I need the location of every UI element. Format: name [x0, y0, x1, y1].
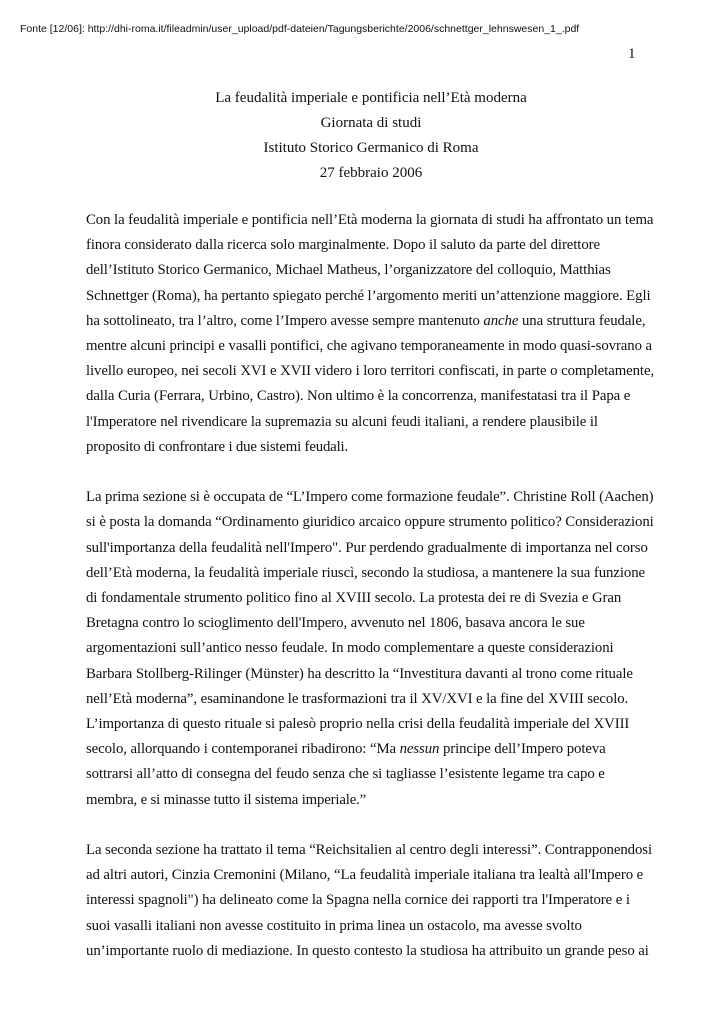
- text-line: dalla Curia (Ferrara, Urbino, Castro). Non ultimo è la concorrenza, manifestatasi tra il Papa e: [86, 388, 631, 405]
- text-run: una struttura feudale,: [518, 312, 646, 329]
- text-line: Con la feudalità imperiale e pontificia nell’Età moderna la giornata di studi ha affrontato un tema: [86, 212, 654, 228]
- paragraph: [86, 838, 666, 964]
- text-line: La prima sezione si è occupata de “L’Impero come formazione feudale”. Christine Roll (Aachen): [86, 489, 654, 506]
- text-line: Bretagna contro lo scioglimento dell'Impero, avvenuto nel 1806, basava ancora le sue: [86, 615, 585, 632]
- text-line: dell’Istituto Storico Germanico, Michael Matheus, l’organizzatore del colloquio, Matthias: [86, 262, 611, 279]
- document-subtitle: Giornata di studi: [320, 115, 422, 131]
- text-line: sottrarsi all’atto di consegna del feudo senza che si tagliasse l’esistente legame tra capo e: [86, 766, 605, 783]
- text-line: [86, 737, 666, 762]
- text-line: l'Imperatore nel rivendicare la supremazia su alcuni feudi italiani, a rendere plausibile il: [86, 413, 598, 430]
- text-line: argomentazioni sull’antico nesso feudale. In modo complementare a queste considerazioni: [86, 640, 614, 657]
- text-line: un’importante ruolo di mediazione. In questo contesto la studiosa ha attribuito un grande peso ai: [86, 942, 649, 959]
- text-line: interessi spagnoli") ha delineato come la Spagna nella cornice dei rapporti tra l'Imperatore e i: [86, 892, 630, 909]
- text-line: nell’Età moderna”, esaminandone le trasformazioni tra il XV/XVI e la fine del XVIII secolo.: [86, 690, 629, 707]
- paragraph: [86, 208, 666, 460]
- text-line: ad altri autori, Cinzia Cremonini (Milano, “La feudalità imperiale italiana tra lealtà all'Impero e: [86, 867, 644, 884]
- document-title: La feudalità imperiale e pontificia nell’Età moderna: [215, 90, 527, 106]
- text-line: di fondamentale strumento politico fino al XVIII secolo. La protesta dei re di Svezia e Gran: [86, 590, 622, 607]
- document-body: [86, 208, 666, 989]
- text-line: suoi vasalli italiani non avesse costituito in prima linea un ostacolo, ma avesse svolto: [86, 917, 582, 934]
- text-line: proposito di confrontare i due sistemi feudali.: [86, 438, 348, 455]
- text-run: principe dell’Impero poteva: [439, 741, 606, 758]
- text-line: dell’Età moderna, la feudalità imperiale riuscì, secondo la studiosa, a mantenere la sua funzione: [86, 564, 645, 581]
- event-date: 27 febbraio 2006: [319, 165, 423, 181]
- text-line: mentre alcuni principi e vasalli pontifici, che agivano temporaneamente in modo quasi-sovrano a: [86, 338, 653, 355]
- institution-name: Istituto Storico Germanico di Roma: [263, 140, 479, 156]
- text-line: Schnettger (Roma), ha pertanto spiegato perché l’argomento meriti un’attenzione maggiore. Egli: [86, 287, 651, 304]
- text-line: [86, 309, 666, 334]
- italic-text: anche: [483, 312, 519, 329]
- text-line: L’importanza di questo rituale si palesò proprio nella crisi della feudalità imperiale del XVIII: [86, 716, 630, 733]
- paragraph: [86, 485, 666, 813]
- text-line: La seconda sezione ha trattato il tema “Reichsitalien al centro degli interessi”. Contrapponendosi: [86, 842, 653, 859]
- text-line: si è posta la domanda “Ordinamento giuridico arcaico oppure strumento politico? Considerazioni: [86, 514, 654, 531]
- source-url-line: Fonte [12/06]: http://dhi-roma.it/fileadmin/user_upload/pdf-dateien/Tagungsberichte/2006/schnettger_lehnswesen_1_.pdf: [20, 23, 580, 35]
- text-run: ha sottolineato, tra l’altro, come l’Impero avesse sempre mantenuto: [86, 312, 484, 329]
- document-header: [86, 86, 656, 186]
- page-number: 1: [628, 46, 636, 62]
- text-line: sull'importanza della feudalità nell'Impero". Pur perdendo gradualmente di importanza nel corso: [86, 539, 648, 556]
- text-line: membra, e si minasse tutto il sistema imperiale.”: [86, 791, 367, 808]
- text-line: finora considerato dalla ricerca solo marginalmente. Dopo il saluto da parte del direttore: [86, 237, 600, 254]
- text-run: secolo, allorquando i contemporanei ribadirono: “Ma: [86, 741, 400, 758]
- italic-text: nessun: [399, 741, 440, 758]
- text-line: livello europeo, nei secoli XVI e XVII videro i loro territori confiscati, in parte o completamente,: [86, 363, 655, 380]
- text-line: Barbara Stollberg-Rilinger (Münster) ha descritto la “Investitura davanti al trono come rituale: [86, 665, 633, 682]
